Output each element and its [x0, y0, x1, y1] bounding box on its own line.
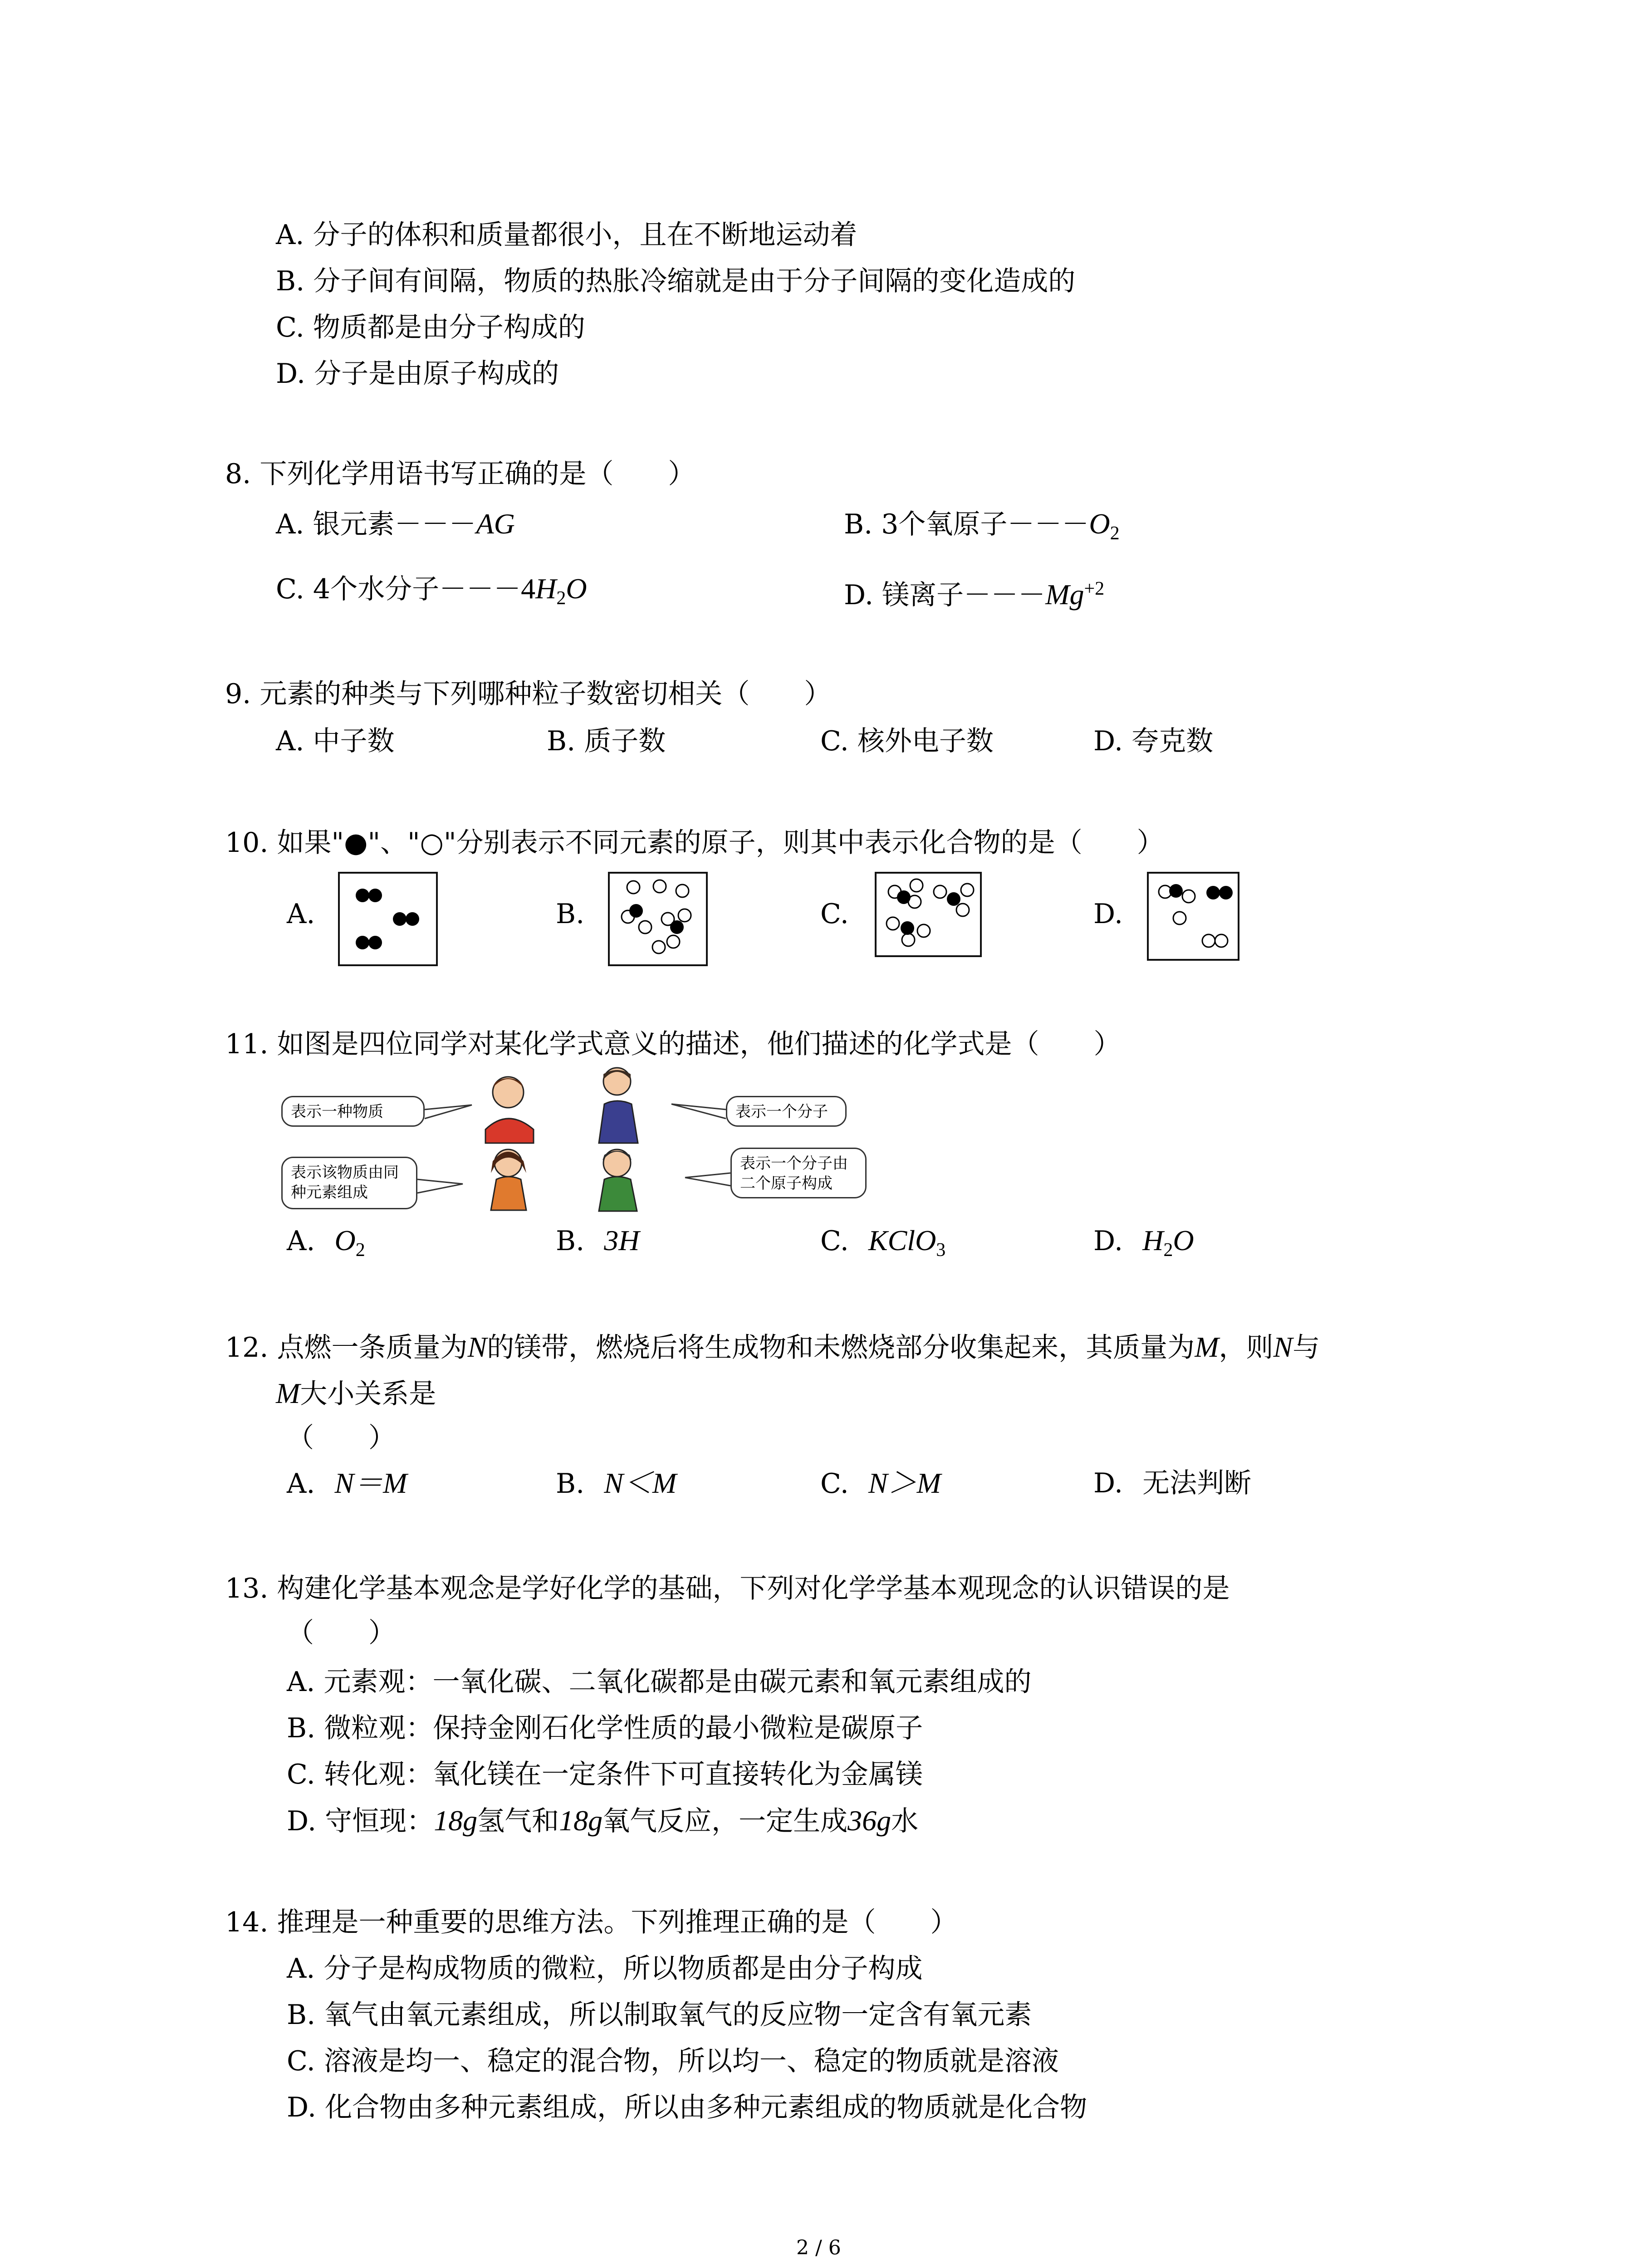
q8-option-a [276, 506, 515, 543]
q8-stem: 8. 下列化学用语书写正确的是（ ） [225, 458, 696, 490]
q12-b-expr: N＜M [604, 1467, 677, 1499]
q13-option-a: A. 元素观：一氧化碳、二氧化碳都是由碳元素和氧元素组成的 [287, 1666, 1032, 1698]
q11-option-d [1093, 1222, 1194, 1268]
q8-c-coef: 4 [521, 572, 536, 605]
q8-c-o: O [566, 572, 587, 605]
q12-option-b [556, 1465, 676, 1502]
q14-option-b: B. 氧气由氧元素组成，所以制取氧气的反应物一定含有氧元素 [287, 1999, 1032, 2031]
student-3 [491, 1149, 526, 1210]
q10-box-a [338, 872, 438, 966]
q13-d-text-3: 水 [891, 1805, 919, 1837]
q12-var-m-2: M [276, 1377, 300, 1409]
q10-label-b: B. [556, 898, 585, 930]
q12-stem-line2 [276, 1375, 436, 1412]
q12-text-d: 与 [1293, 1332, 1320, 1364]
q11-option-b [556, 1222, 639, 1259]
q13-option-b: B. 微粒观：保持金刚石化学性质的最小微粒是碳原子 [287, 1712, 923, 1744]
q12-var-n-2: N [1273, 1331, 1293, 1363]
q10-label-c: C. [820, 898, 849, 930]
q8-option-d [844, 571, 1104, 613]
q9-option-d: D. 夸克数 [1093, 725, 1214, 757]
q10-molecules-b [610, 874, 706, 964]
q12-a-expr: N＝M [334, 1467, 407, 1499]
q13-option-d [287, 1803, 918, 1839]
student-1 [485, 1077, 534, 1143]
q12-d-text: 无法判断 [1142, 1467, 1252, 1499]
q12-option-c [820, 1465, 941, 1502]
student-4 [599, 1149, 637, 1211]
q7-option-b: B. 分子间有间隔，物质的热胀冷缩就是由于分子间隔的变化造成的 [276, 265, 1076, 297]
q11-d-h: H [1142, 1224, 1164, 1256]
q12-text-a: 12. 点燃一条质量为 [225, 1332, 468, 1364]
q11-option-c [820, 1222, 945, 1268]
q11-c-sub: 3 [936, 1240, 946, 1261]
q12-text-c: ，则 [1219, 1332, 1274, 1364]
q11-c-label: C. [820, 1225, 849, 1257]
q14-option-c: C. 溶液是均一、稳定的混合物，所以均一、稳定的物质就是溶液 [287, 2045, 1059, 2077]
q7-option-c: C. 物质都是由分子构成的 [276, 312, 585, 343]
q11-b-label: B. [556, 1225, 585, 1257]
q12-answer-paren: （ ） [287, 1422, 396, 1454]
q11-option-a [287, 1222, 365, 1268]
q12-b-label: B. [556, 1468, 585, 1500]
q13-stem: 13. 构建化学基本观念是学好化学的基础，下列对化学学基本观现念的认识错误的是 [225, 1573, 1230, 1604]
q11-stem: 11. 如图是四位同学对某化学式意义的描述，他们描述的化学式是（ ） [225, 1028, 1121, 1060]
q12-option-d [1093, 1465, 1251, 1501]
q11-b-formula: 3H [604, 1224, 640, 1256]
q13-d-text-2: 氧气反应，一定生成 [603, 1805, 848, 1837]
q11-bubble-1: 表示一种物质 [281, 1096, 425, 1127]
q12-d-label: D. [1093, 1467, 1123, 1499]
q13-option-c: C. 转化观：氧化镁在一定条件下可直接转化为金属镁 [287, 1759, 923, 1790]
q9-stem: 9. 元素的种类与下列哪种粒子数密切相关（ ） [225, 678, 832, 710]
q10-stem: 10. 如果"●"、"○"分别表示不同元素的原子，则其中表示化合物的是（ ） [225, 827, 1164, 859]
q10-molecules-d [1149, 874, 1238, 959]
q11-d-label: D. [1093, 1225, 1123, 1257]
q8-d-text: D. 镁离子－－－ [844, 579, 1046, 611]
q10-molecules-c [877, 874, 980, 955]
q12-var-n: N [467, 1331, 487, 1363]
q14-option-a: A. 分子是构成物质的微粒，所以物质都是由分子构成 [287, 1953, 923, 1984]
q10-box-d [1147, 872, 1239, 961]
q13-d-value-2: 18g [559, 1804, 603, 1837]
q13-d-prefix: D. 守恒现： [287, 1805, 434, 1837]
q11-bubble-4: 表示一个分子由二个原子构成 [730, 1148, 867, 1198]
q8-option-b [844, 506, 1120, 552]
q7-option-a: A. 分子的体积和质量都很小，且在不断地运动着 [276, 219, 857, 251]
q8-b-formula: O [1089, 508, 1110, 540]
q12-c-expr: N＞M [868, 1467, 941, 1499]
q12-stem-line1 [225, 1329, 1320, 1366]
q11-a-label: A. [287, 1225, 315, 1257]
q12-option-a [287, 1465, 407, 1502]
q11-c-formula: KClO [868, 1224, 936, 1256]
q10-label-d: D. [1093, 898, 1123, 930]
q13-answer-paren: （ ） [287, 1617, 396, 1649]
q10-molecules-a [340, 874, 436, 964]
q13-d-value-3: 36g [847, 1804, 892, 1837]
q11-illustration [281, 1066, 871, 1216]
q7-option-d: D. 分子是由原子构成的 [276, 358, 559, 390]
q11-bubble-2: 表示一个分子 [726, 1096, 847, 1127]
q8-b-text: B. 3个氧原子－－－ [844, 508, 1089, 540]
q10-box-c [875, 872, 982, 957]
q11-d-o: O [1173, 1224, 1194, 1256]
q14-option-d: D. 化合物由多种元素组成，所以由多种元素组成的物质就是化合物 [287, 2092, 1087, 2123]
q12-text-e: 大小关系是 [300, 1378, 436, 1410]
q8-a-formula: AG [476, 508, 515, 540]
q8-c-h: H [535, 572, 557, 605]
q11-a-formula: O [334, 1224, 356, 1256]
q8-option-c [276, 571, 587, 616]
q9-option-b: B. 质子数 [547, 725, 666, 757]
q10-label-a: A. [287, 898, 315, 930]
q8-d-sup: +2 [1084, 578, 1105, 599]
q12-a-label: A. [287, 1468, 315, 1500]
q11-students-figure [281, 1066, 871, 1216]
q10-box-b [608, 872, 708, 966]
q11-bubble-3: 表示该物质由同种元素组成 [281, 1157, 417, 1209]
student-2 [599, 1068, 638, 1143]
q12-var-m: M [1195, 1331, 1219, 1363]
q8-a-text: A. 银元素－－－ [276, 508, 476, 540]
q8-d-formula: Mg [1045, 578, 1084, 611]
q13-d-text-1: 氢气和 [477, 1805, 559, 1837]
q14-stem: 14. 推理是一种重要的思维方法。下列推理正确的是（ ） [225, 1906, 958, 1938]
q8-c-sub: 2 [556, 588, 566, 609]
q8-c-text: C. 4个水分子－－－ [276, 573, 521, 605]
q12-c-label: C. [820, 1468, 849, 1500]
q12-text-b: 的镁带，燃烧后将生成物和未燃烧部分收集起来，其质量为 [487, 1332, 1195, 1364]
q13-d-value-1: 18g [434, 1804, 478, 1837]
q11-d-sub: 2 [1163, 1240, 1173, 1261]
q9-option-c: C. 核外电子数 [820, 725, 994, 757]
page-number: 2 / 6 [796, 2236, 841, 2259]
q11-a-sub: 2 [355, 1240, 365, 1261]
q9-option-a: A. 中子数 [276, 725, 395, 757]
q8-b-sub: 2 [1110, 523, 1120, 544]
